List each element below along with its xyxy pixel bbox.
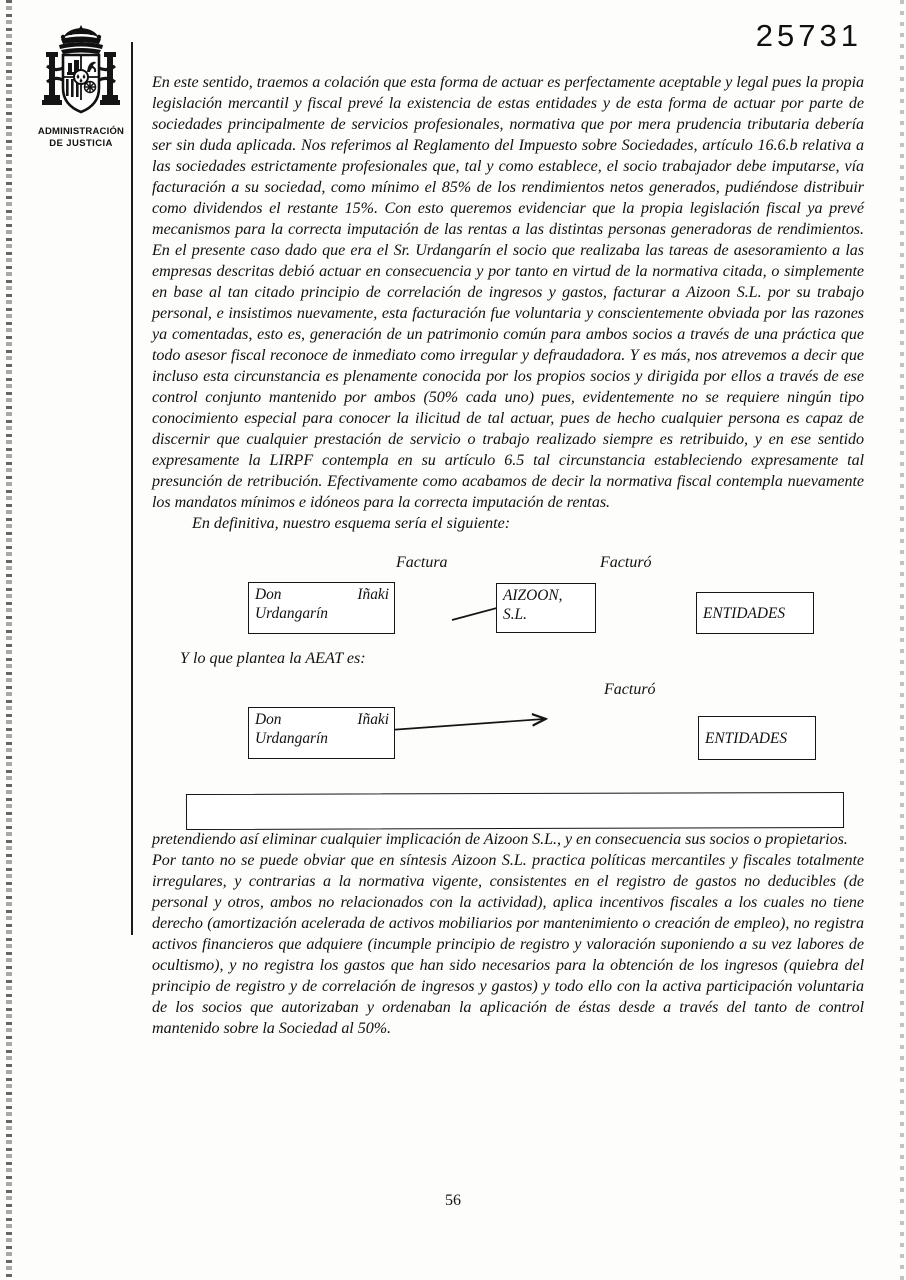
lead-in-schema: En definitiva, nuestro esquema sería el siguiente: [192, 515, 511, 532]
diagram-aeat-scheme [152, 683, 864, 775]
body-column [152, 72, 864, 1039]
diagram2-node-person [248, 707, 395, 759]
diagram1-entities-label: ENTIDADES [703, 604, 786, 622]
diagram1-arrow-label-facturo: Facturó [600, 554, 652, 571]
diagram1-arrow-label-factura: Factura [396, 554, 448, 571]
diagram2-entities-label: ENTIDADES [705, 729, 788, 747]
spanish-coat-of-arms-icon [37, 22, 125, 126]
letterhead-line-2: DE JUSTICIA [49, 138, 113, 149]
diagram2-person-title: Don [255, 711, 282, 728]
diagram-proposed-scheme [152, 552, 864, 648]
diagram1-node-company [496, 583, 596, 633]
header-vertical-rule [131, 42, 133, 935]
diagram1-person-lastname: Urdangarín [255, 605, 328, 622]
diagram2-person-firstname: Iñaki [357, 711, 389, 728]
footer-page-number: 56 [445, 1192, 461, 1209]
diagram1-node-entities [696, 592, 814, 634]
letterhead [34, 22, 128, 150]
document-header-number: 25731 [755, 18, 862, 53]
empty-placeholder-box [186, 792, 844, 830]
paragraph-1: En este sentido, traemos a colación que esta forma de actuar es perfectamente aceptable y legal pues la propia legislación mercantil y fiscal prevé la existencia de estas entidades y de esta forma de actuar por parte de sociedades principalmente de servicios profesionales, normativa que por mera prudencia tributaria debería ser sin duda aplicada. Nos referimos al Reglamento del Impuesto sobre Sociedades, artículo 16.6.b relativa a las sociedades estrictamente profesionales que, tal y como establece, el socio trabajador debe imputarse, vía facturación a su sociedad, como mínimo el 85% de los rendimientos netos generados, pudiéndose distribuir como dividendos el restante 15%. Con esto queremos evidenciar que la propia legislación fiscal ya prevé mecanismos para la correcta imputación de las rentas a las distintas personas generadoras de rendimientos. En el presente caso dado que era el Sr. Urdangarín el socio que realizaba las tareas de asesoramiento a las empresas descritas debió actuar en consecuencia y por tanto en virtud de la normativa citada, o simplemente en base al tan citado principio de correlación de ingresos y gastos, facturar a Aizoon S.L. por su trabajo personal, e insistimos nuevamente, esta facturación fue voluntaria y conscientemente obviada por las razones ya comentadas, esto es, generación de un patrimonio común para ambos socios a través de una práctica que todo asesor fiscal reconoce de inmediato como irregular y defraudadora. Y es más, nos atrevemos a decir que incluso esta circunstancia es plenamente conocida por los propios socios y dirigida por ellos a través de ese control conjunto mantenido por ambos (50% cada uno) pues, evidentemente no se requiere ningún tipo conocimiento especial para conocer la ilicitud de tal actuar, pues de hecho cualquier persona es capaz de discernir que cualquier prestación de servicio o trabajo realizado siempre es retribuido, y en ese sentido expresamente la LIRPF contempla en su artículo 6.5 tal circunstancia estableciendo expresamente tal presunción de retribución. Efectivamente como acabamos de decir la normativa fiscal contempla nuevamente los mandatos mínimos e idóneos para la correcta imputación de rentas. [152, 74, 864, 511]
diagram1-node-person [248, 582, 395, 634]
diagram1-person-title: Don [255, 586, 282, 603]
lead-in-aeat: Y lo que plantea la AEAT es: [180, 650, 366, 667]
diagram2-arrow-label-facturo: Facturó [604, 681, 656, 698]
diagram1-company-line2: S.L. [503, 606, 527, 623]
paragraph-3: Por tanto no se puede obviar que en síntesis Aizoon S.L. practica políticas mercantiles y fiscales totalmente irregulares, y contrarias a la normativa vigente, consistentes en el registro de gastos no deducibles (de personal y otros, ambos no relacionados con la actividad), aplica incentivos fiscales a los cuales no tiene derecho (amortización acelerada de activos mobiliarios por mantenimiento o creación de empleo), no registra activos financieros que adquiere (incumple principio de registro y valoración suponiendo a su vez labores de ocultismo), y no registra los gastos que han sido necesarios para la obtención de los ingresos (quiebra del principio de registro y de correlación de ingresos y gastos) y todo ello con la activa participación voluntaria de los socios que autorizaban y ordenaban la aplicación de éstas desde a través del tanto de control mantenido sobre la Sociedad al 50%. [152, 852, 864, 1037]
scan-edge-artifact-right [900, 0, 904, 1280]
diagram1-person-firstname: Iñaki [357, 586, 389, 603]
diagram2-node-entities [698, 716, 816, 760]
paragraph-2: pretendiendo así eliminar cualquier implicación de Aizoon S.L., y en consecuencia sus socios o propietarios. [152, 831, 848, 848]
diagram2-person-lastname: Urdangarín [255, 730, 328, 747]
scan-edge-artifact-left [6, 0, 12, 1280]
letterhead-line-1: ADMINISTRACIÓN [37, 126, 125, 137]
diagram1-company-line1: AIZOON, [503, 587, 563, 604]
